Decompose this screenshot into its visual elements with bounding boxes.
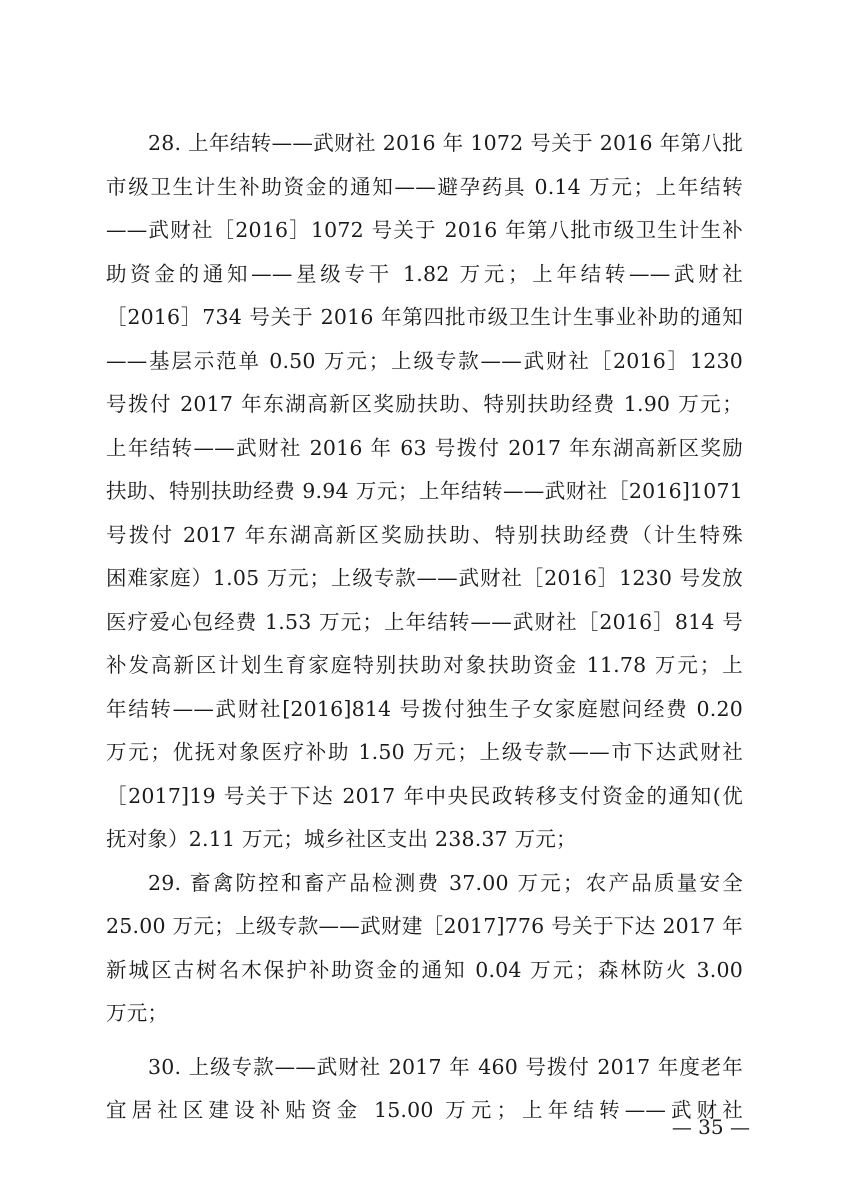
paragraph-30 — [106, 1046, 743, 1133]
page-number: — 35 — — [671, 1115, 750, 1139]
text-line: 号拨付 2017 年东湖高新区奖励扶助、特别扶助经费 1.90 万元； — [106, 392, 743, 416]
paragraph-spacer — [106, 1036, 743, 1046]
text-line: 万元； — [106, 1001, 169, 1025]
paragraph-28 — [106, 122, 743, 862]
text-line: 市级卫生计生补助资金的通知——避孕药具 0.14 万元；上年结转 — [106, 174, 743, 199]
text-line: 扶助、特别扶助经费 9.94 万元；上年结转——武财社［2016]1071 — [106, 479, 743, 503]
text-line: ［2016］734 号关于 2016 年第四批市级卫生计生事业补助的通知 — [106, 305, 743, 329]
text-line: 年结转——武财社[2016]814 号拨付独生子女家庭慰问经费 0.20 — [106, 696, 743, 721]
text-line: 25.00 万元；上级专款——武财建［2017]776 号关于下达 2017 年 — [106, 914, 743, 938]
text-line: 抚对象）2.11 万元；城乡社区支出 238.37 万元； — [106, 827, 577, 851]
text-line: 医疗爱心包经费 1.53 万元；上年结转——武财社［2016］814 号 — [106, 609, 743, 634]
text-line: 补发高新区计划生育家庭特别扶助对象扶助资金 11.78 万元；上 — [106, 653, 743, 677]
text-line: 万元；优抚对象医疗补助 1.50 万元；上级专款——市下达武财社 — [106, 740, 743, 764]
text-line: 上年结转——武财社 2016 年 63 号拨付 2017 年东湖高新区奖励 — [106, 435, 743, 460]
text-line: 宜居社区建设补贴资金 15.00 万元；上年结转——武财社 — [106, 1098, 743, 1122]
text-line: 29. 畜禽防控和畜产品检测费 37.00 万元；农产品质量安全 — [148, 870, 743, 895]
text-line: 新城区古树名木保护补助资金的通知 0.04 万元；森林防火 3.00 — [106, 957, 743, 982]
text-line: ——基层示范单 0.50 万元；上级专款——武财社［2016］1230 — [106, 348, 743, 373]
document-body — [106, 122, 743, 1133]
text-line: ——武财社［2016］1072 号关于 2016 年第八批市级卫生计生补 — [106, 218, 743, 242]
text-line: ［2017]19 号关于下达 2017 年中央民政转移支付资金的通知(优 — [106, 783, 743, 808]
text-line: 28. 上年结转——武财社 2016 年 1072 号关于 2016 年第八批 — [148, 131, 743, 155]
paragraph-29 — [106, 862, 743, 1036]
text-line: 号拨付 2017 年东湖高新区奖励扶助、特别扶助经费（计生特殊 — [106, 522, 743, 547]
text-line: 30. 上级专款——武财社 2017 年 460 号拨付 2017 年度老年 — [148, 1054, 743, 1079]
text-line: 助资金的通知——星级专干 1.82 万元；上年结转——武财社 — [106, 261, 743, 286]
text-line: 困难家庭）1.05 万元；上级专款——武财社［2016］1230 号发放 — [106, 566, 743, 590]
